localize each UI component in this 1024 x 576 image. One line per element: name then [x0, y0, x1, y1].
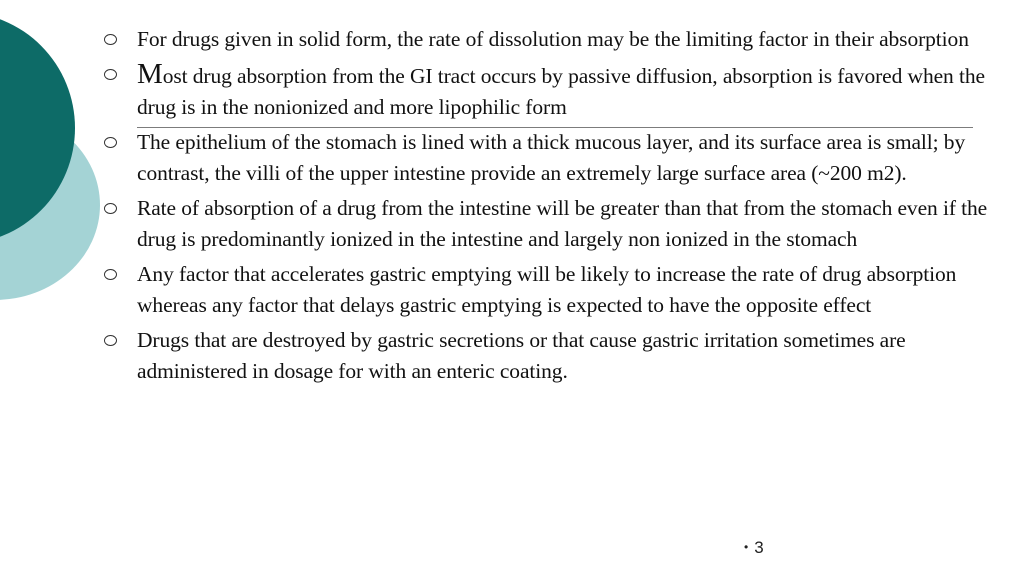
- drop-cap-letter: M: [137, 58, 163, 90]
- bullet-text: Drugs that are destroyed by gastric secretions or that cause gastric irritation sometimes are administered in dosage for with an enteric coating.: [137, 328, 906, 383]
- bullet-circle-icon: [104, 335, 117, 346]
- bullet-circle-icon: [104, 269, 117, 280]
- bullet-item: [104, 259, 1004, 321]
- bullet-item: [104, 127, 1004, 189]
- page-number: [744, 538, 764, 558]
- bullet-text: The epithelium of the stomach is lined with a thick mucous layer, and its surface area is small; by contrast, the villi of the upper intestine provide an extremely large surface area (~200 m2).: [137, 130, 966, 185]
- bullet-list: [104, 24, 1004, 391]
- bullet-text: For drugs given in solid form, the rate of dissolution may be the limiting factor in their absorption: [137, 27, 969, 51]
- bullet-item: [104, 59, 1004, 123]
- bullet-text-body: ost drug absorption from the GI tract occurs by passive diffusion, absorption is favored when the drug is in the nonionized and more lipophilic form: [137, 64, 985, 119]
- page-bullet: •: [744, 540, 749, 554]
- bullet-circle-icon: [104, 69, 117, 80]
- bullet-circle-icon: [104, 203, 117, 214]
- bullet-item: [104, 193, 1004, 255]
- bullet-text: Any factor that accelerates gastric emptying will be likely to increase the rate of drug absorption whereas any factor that delays gastric emptying is expected to have the opposite effect: [137, 262, 957, 317]
- bullet-circle-icon: [104, 137, 117, 148]
- underline-rule: [137, 127, 973, 128]
- bullet-text: [137, 59, 1004, 123]
- bullet-circle-icon: [104, 34, 117, 45]
- page-number-value: 3: [754, 538, 764, 557]
- bullet-item: [104, 325, 1004, 387]
- bullet-item: [104, 24, 1004, 55]
- bullet-text: Rate of absorption of a drug from the intestine will be greater than that from the stomach even if the drug is predominantly ionized in the intestine and largely non ionized in the stomach: [137, 196, 988, 251]
